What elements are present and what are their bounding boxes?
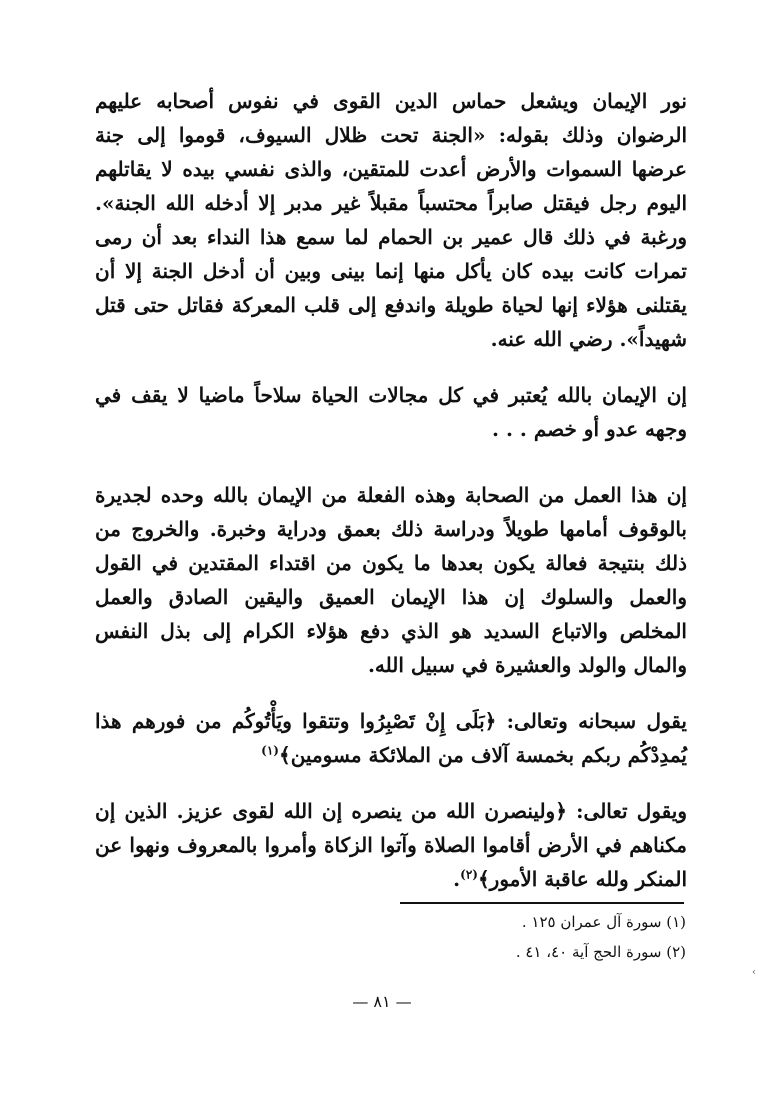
paragraph-4-quran-quote	[95, 704, 687, 772]
paragraph-1	[95, 84, 687, 356]
paragraph-5-text: ويقول تعالى: ﴿ولينصرن الله من ينصره إن الله لقوى عزيز. الذين إن مكناهم في الأرض أقاموا الصلاة وآتوا الزكاة وأمروا بالمعروف ونهوا عن المنكر ولله عاقبة الأمور﴾	[95, 799, 687, 891]
paragraph-4-text: يقول سبحانه وتعالى: ﴿بَلَى إِنْ تَصْبِرُوا وتتقوا ويَأْتُوكُم من فورهم هذا يُمدِدْكُم ربكم بخمسة آلاف من الملائكة مسومين﴾	[95, 709, 687, 767]
page-number: — ٨١ —	[352, 992, 412, 1011]
paragraph-5-quran-quote: ويقول تعالى: ﴿ولينصرن الله من ينصره إن الله لقوى عزيز. الذين إن مكناهم في الأرض أقاموا الصلاة وآتوا الزكاة وأمروا بالمعروف ونهوا عن المنكر ولله عاقبة الأمور﴾$^{(٢)}$.	[95, 799, 687, 891]
footnote-2: (٢) سورة الحج آية ٤٠، ٤١ .	[515, 943, 686, 961]
paragraph-3-text: إن هذا العمل من الصحابة وهذه الفعلة من الإيمان بالله وحده لجديرة بالوقوف أمامها طويلاً ودراسة ذلك بعمق ودراية وخبرة. والخروج من ذلك بنتيجة فعالة يكون بعدها ما يكون من اقتداء المقتدين في القول والعمل والسلوك إن هذا الإيمان العميق واليقين الصادق والعمل المخلص والاتباع السديد هو الذي دفع هؤلاء الكرام إلى بذل النفس والمال والولد والعشيرة في سبيل الله.	[95, 483, 687, 677]
footnote-divider	[400, 902, 684, 904]
paragraph-3	[95, 478, 687, 682]
footnote-1: (١) سورة آل عمران ١٢٥ .	[521, 913, 686, 931]
paragraph-2-text: إن الإيمان بالله يُعتبر في كل مجالات الحياة سلاحاً ماضيا لا يقف في وجهه عدو أو خصم . . .	[95, 383, 687, 441]
paragraph-1-text: نور الإيمان ويشعل حماس الدين القوى في نفوس أصحابه عليهم الرضوان وذلك بقوله: «الجنة تحت ظلال السيوف، قوموا إلى جنة عرضها السموات والأرض أعدت للمتقين، والذى نفسي بيده لا يقاتلهم اليوم رجل فيقتل صابراً محتسباً مقبلاً غير مدبر إلا أدخله الله الجنة». ورغبة في ذلك قال عمير بن الحمام لما سمع هذا النداء بعد أن رمى تمرات كانت بيده كان يأكل منها إنما بينى وبين أن أدخل الجنة إلا أن يقتلنى هؤلاء إنها لحياة طويلة واندفع إلى قلب المعركة فقاتل حتى قتل شهيداً». رضي الله عنه.	[95, 89, 687, 351]
paragraph-2	[95, 378, 687, 446]
scan-edge-mark: ‹	[752, 967, 756, 978]
footnote-ref-1: (١)	[261, 743, 279, 758]
footnote-ref-2: (٢)	[460, 867, 478, 882]
